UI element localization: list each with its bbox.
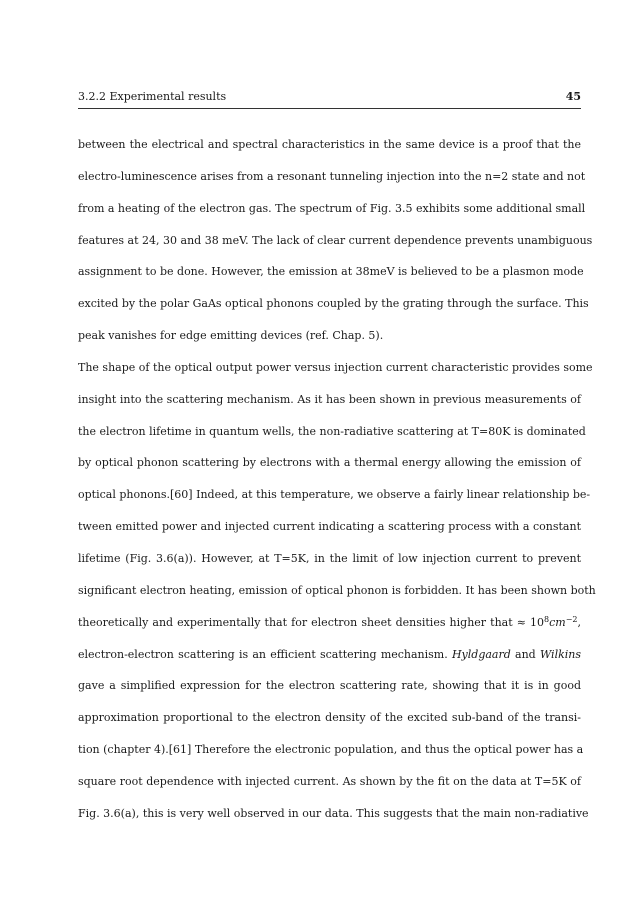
text-line: square root dependence with injected current. As shown by the fit on the data at T=5K of (78, 774, 581, 788)
author-name: Hyldgaard (451, 647, 511, 661)
text-line: gave a simplified expression for the electron scattering rate, showing that it is in good (78, 679, 581, 693)
text-line: insight into the scattering mechanism. As it has been shown in previous measurements of (78, 392, 581, 406)
text-line: Fig. 3.6(a), this is very well observed in our data. This suggests that the main non-radiative (78, 806, 589, 820)
text-line: tion (chapter 4).[61] Therefore the electronic population, and thus the optical power has a (78, 743, 584, 757)
line-segment: electron-electron scattering is an efficient scattering mechanism. (78, 647, 452, 661)
text-line: peak vanishes for edge emitting devices (ref. Chap. 5). (78, 329, 384, 343)
line-segment: , (577, 615, 581, 629)
text-line: optical phonons.[60] Indeed, at this temperature, we observe a fairly linear relationship be- (78, 488, 591, 502)
text-line: excited by the polar GaAs optical phonons coupled by the grating through the surface. This (78, 297, 589, 311)
text-line: The shape of the optical output power versus injection current characteristic provides some (78, 360, 593, 374)
line-segment: theoretically and experimentally that for electron sheet densities higher that ≈ 10 (78, 615, 545, 629)
text-line: from a heating of the electron gas. The spectrum of Fig. 3.5 exhibits some additional small (78, 201, 586, 215)
section-title: 3.2.2 Experimental results (78, 90, 227, 103)
running-header (78, 88, 581, 106)
text-line: lifetime (Fig. 3.6(a)). However, at T=5K, in the limit of low injection current to prevent (78, 551, 581, 565)
exponent: −2 (565, 614, 578, 624)
text-line: between the electrical and spectral characteristics in the same device is a proof that the (78, 138, 581, 151)
exponent: 8 (544, 614, 550, 624)
text-line: the electron lifetime in quantum wells, the non-radiative scattering at T=80K is dominated (78, 424, 586, 438)
text-line: approximation proportional to the electron density of the excited sub-band of the transi- (78, 711, 581, 725)
text-line: tween emitted power and injected current indicating a scattering process with a constant (78, 520, 581, 534)
math-unit: cm (549, 615, 566, 629)
header-rule (78, 108, 581, 109)
text-line: assignment to be done. However, the emission at 38meV is believed to be a plasmon mode (78, 265, 584, 279)
text-line: significant electron heating, emission of optical phonon is forbidden. It has been shown both (78, 583, 596, 597)
text-line-with-math (78, 615, 581, 647)
text-line: by optical phonon scattering by electrons with a thermal energy allowing the emission of (78, 456, 581, 470)
text-line-with-names (78, 647, 581, 679)
line-segment: and (510, 647, 540, 661)
body-text (78, 137, 596, 838)
page-number: 45 (565, 90, 581, 103)
author-name: Wilkins (539, 647, 581, 661)
text-line: electro-luminescence arises from a resonant tunneling injection into the n=2 state and not (78, 169, 586, 183)
text-line: features at 24, 30 and 38 meV. The lack of clear current dependence prevents unambiguous (78, 233, 593, 247)
